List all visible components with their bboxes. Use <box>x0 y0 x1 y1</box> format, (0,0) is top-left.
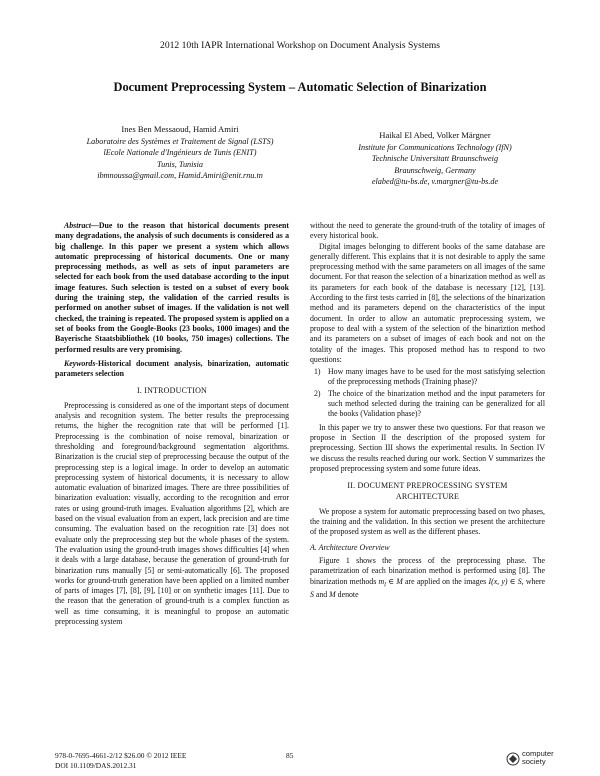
list-item <box>310 367 545 388</box>
list-item-number: 2) <box>314 388 321 398</box>
section-1-title: I. INTRODUCTION <box>136 386 208 396</box>
logo-line2: society <box>522 757 546 767</box>
questions-list <box>310 367 545 419</box>
authors-right-names: Haikal El Abed, Volker Märgner <box>379 130 491 140</box>
right-paragraph-1: without the need to generate the ground-truth of the totality of images of every historical book. <box>310 221 545 241</box>
right-column <box>310 221 545 601</box>
affiliation-right-1: Institute for Communications Technology (IfN) <box>358 142 512 152</box>
authors-right-block <box>310 130 560 188</box>
right-paragraph-2: Digital images belonging to different books of the same database are generally different. This explains that it is not desirable to apply the same preprocessing method with the same parameters on all images of the same document. For that reason the selection of a binarization method as well as its parameters for each book of the database is necessary [12], [13]. According to the first tests carried in [8], the selections of the binarization method and its parameters depend on the characteristics of the input document. In order to allow an automatic preprocessing system, we propose to deal with a system of the selection of the binariztion method and its parameters on a subset of images of each book and not on the totality of the images. This proposed method has to respond to two questions: <box>310 241 545 364</box>
affiliation-left-3: Tunis, Tunisia <box>157 159 203 169</box>
computer-society-logo <box>506 748 560 770</box>
p5-text-b: are applied on the images <box>402 576 489 586</box>
math-m-sub: l <box>384 581 386 589</box>
keywords-label: Keywords- <box>64 358 98 368</box>
email-left: ibmnoussa@gmail.com, Hamid.Amiri@enit.rnu.tn <box>97 171 263 181</box>
subsection-a-title: A. Architecture Overview <box>310 542 390 552</box>
p5-text-a: Figure 1 shows the process of the preprocessing phase. The parametrization of each binarization method is performed using [8]. The binarization methods <box>310 555 545 586</box>
logo-text <box>522 750 554 767</box>
ieee-logo-icon <box>506 752 520 766</box>
footer-doi: DOI 10.1109/DAS.2012.31 <box>55 761 137 770</box>
paper-title: Document Preprocessing System – Automatic Selection of Binarization <box>113 80 487 94</box>
logo-line1: computer <box>522 749 554 758</box>
keywords <box>55 359 289 380</box>
math-M: M <box>329 590 336 600</box>
right-paragraph-3: In this paper we try to answer these two questions. For that reason we propose in Section II the description of the proposed system for preprocessing. Section III shows the experimental results. In Section IV we discuss the results reached during our work. Section V summarizes the proposed preprocessing system and some future ideas. <box>310 422 545 473</box>
footer-left <box>55 751 186 771</box>
page-number: 85 <box>286 751 294 760</box>
keywords-text: Historical document analysis, binarization, automatic parameters selection <box>55 358 289 379</box>
section-2-title-line1: II. DOCUMENT PREPROCESSING SYSTEM <box>347 481 508 491</box>
abstract-text: Due to the reason that historical documents present many degradations, the analysis of such documents is considered as a big challenge. In this paper we present a system which allows automatic preprocessing of historical documents. One or many preprocessing methods, as well as sets of input parameters are selected for each book from the used database according to the input image features. Such selection is tested on a subset of every book during the training step, the validation of the carried results is performed on another subset of images. If the validation is not well checked, the training is repeated. The proposed system is applied on a set of books from the Google-Books (23 books, 1000 images) and the Bayerische Staatsbibliothek (10 books, 750 images) collections. The performed results are very promising. <box>55 221 289 354</box>
p5-text-e: denote <box>335 590 359 600</box>
p5-text-d: and <box>313 590 330 600</box>
list-item-text: The choice of the binarization method and the input parameters for such method selected during the training can be generalized for all the books (Validation phase)? <box>328 388 545 419</box>
abstract <box>55 221 289 355</box>
left-column <box>55 221 289 627</box>
p5-text-c: , where <box>521 576 545 586</box>
affiliation-left-1: Laboratoire des Systèmes et Traitement de Signal (LSTS) <box>86 136 274 146</box>
conference-header: 2012 10th IAPR International Workshop on Document Analysis Systems <box>160 40 440 51</box>
right-paragraph-4: We propose a system for automatic preprocessing based on two phases, the training and the validation. In this section we present the architecture of the proposed system as well as the different phases. <box>310 506 545 537</box>
affiliation-right-3: Braunschweig, Germany <box>394 165 476 175</box>
affiliation-right-2: Technische Universitatt Braunschweig <box>371 154 499 164</box>
list-item <box>310 389 545 420</box>
math-m-rel: ∈ M <box>386 576 403 586</box>
list-item-text: How many images have to be used for the most satisfying selection of the preprocessing methods (Training phase)? <box>328 367 545 387</box>
authors-left-names: Ines Ben Messaoud, Hamid Amiri <box>121 124 239 134</box>
math-image: I(x, y) ∈ S <box>488 576 522 586</box>
affiliation-left-2: lEcole Nationale d'Ingénieurs de Tunis (ENIT) <box>103 148 257 158</box>
footer-isbn: 978-0-7695-4661-2/12 $26.00 © 2012 IEEE <box>55 751 187 760</box>
section-1-paragraph: Preprocessing is considered as one of the important steps of document analysis and recognition system. The better results the preprocessing returns, the higher the recognition rate that will be performed [1]. Preprocessing is the combination of noise removal, binarization or thresholding and foreground/background segmentation algorithms. Binarization is the crucial step of preprocessing because the output of the preprocessing step is a logical image. In order to develop an automatic preprocessing system of historical documents, it is necessary to allow automatic evaluation of binarized images. There are three possibilities of binarization evaluation: visually, according to the recognition and error rates or using ground-truth images. Evaluation algorithms [2], which are based on the visual evaluation from an expert, lack precision and are time consuming. The evaluation based on the recognition rate [3] does not evaluate only the preprocessing step but the whole phases of the system. The evaluation using the ground-truth images shows difficulties [4] when it deals with a large database, because the generation of ground-truth for binarization runs manually [5] or semi-automatically [6]. The proposed works for ground-truth generation have been applied on a limited number of parts of images [7], [8], [9], [10] or on synthetic images [11]. Due to the reason that the generation of ground-truth is a complex function as well as time consuming, it is meaningful to propose an automatic preprocessing system <box>55 400 289 626</box>
list-item-number: 1) <box>314 367 321 377</box>
authors-left-block <box>55 124 305 182</box>
math-s: S <box>310 590 314 600</box>
section-2-title-line2: ARCHITECTURE <box>395 492 460 502</box>
email-right: elabed@tu-bs.de, v.margner@tu-bs.de <box>371 177 499 187</box>
right-paragraph-5 <box>310 556 545 601</box>
abstract-label: Abstract— <box>64 221 99 230</box>
math-m: m <box>378 576 385 586</box>
